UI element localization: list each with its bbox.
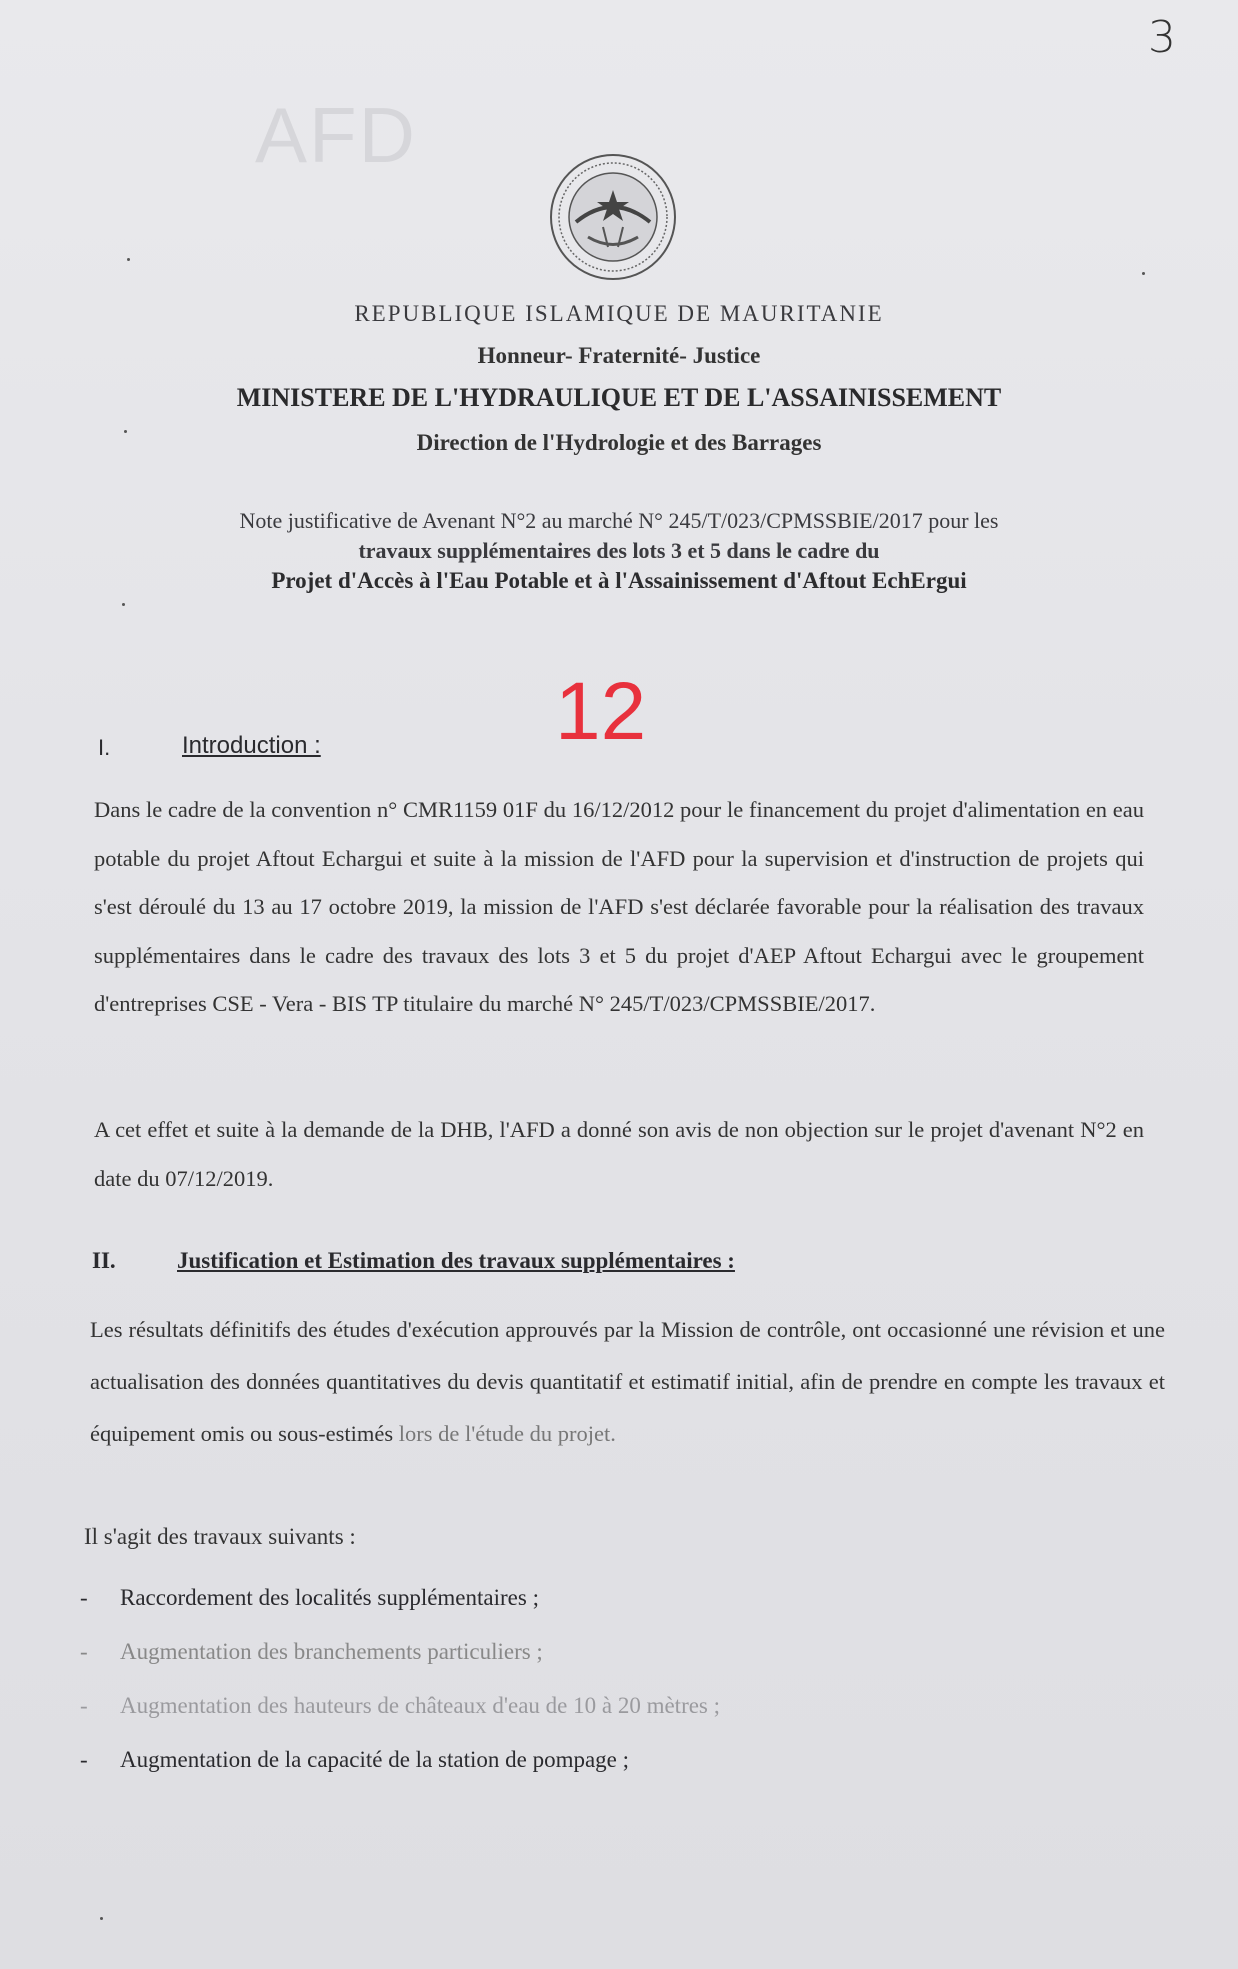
national-seal-icon	[548, 152, 678, 282]
note-title-line2: travaux supplémentaires des lots 3 et 5 dans le cadre du	[358, 538, 880, 563]
scan-speck	[100, 1917, 103, 1920]
scan-speck	[127, 258, 130, 261]
list-bullet: -	[80, 1639, 88, 1664]
list-item	[80, 1747, 980, 1801]
national-motto: Honneur- Fraternité- Justice	[477, 343, 761, 368]
scan-speck	[124, 430, 127, 433]
works-list	[80, 1585, 980, 1801]
section1-paragraph2: A cet effet et suite à la demande de la DHB, l'AFD a donné son avis de non objection sur le projet d'avenant N°2 en date du 07/12/2019.	[94, 1117, 1144, 1191]
note-title-line1: Note justificative de Avenant N°2 au marché N° 245/T/023/CPMSSBIE/2017 pour les	[239, 508, 999, 533]
direction-heading: Direction de l'Hydrologie et des Barrages	[416, 430, 822, 455]
scan-speck	[122, 603, 125, 606]
list-item	[80, 1693, 980, 1747]
scan-speck	[1142, 272, 1145, 275]
section2-title: Justification et Estimation des travaux supplémentaires :	[177, 1248, 735, 1273]
list-bullet: -	[80, 1585, 88, 1610]
section1-number: I.	[98, 735, 111, 760]
handwritten-page-number: 3	[1148, 12, 1176, 63]
note-title	[100, 506, 1138, 596]
section2-paragraph-tail: lors de l'étude du projet.	[398, 1421, 616, 1446]
list-item	[80, 1585, 980, 1639]
list-item-text: Augmentation de la capacité de la station de pompage ;	[120, 1747, 630, 1772]
section1-paragraph1: Dans le cadre de la convention n° CMR1159 01F du 16/12/2012 pour le financement du projet d'alimentation en eau potable du projet Aftout Echargui et suite à la mission de l'AFD pour la supervision et d'instruction de projets qui s'est déroulé du 13 au 17 octobre 2019, la mission de l'AFD s'est déclarée favorable pour la réalisation des travaux supplémentaires dans le cadre des travaux des lots 3 et 5 du projet d'AEP Aftout Echargui avec le groupement d'entreprises CSE - Vera - BIS TP titulaire du marché N° 245/T/023/CPMSSBIE/2017.	[94, 797, 1144, 1016]
list-bullet: -	[80, 1693, 88, 1718]
list-item	[80, 1639, 980, 1693]
list-item-text: Raccordement des localités supplémentaires ;	[120, 1585, 539, 1610]
red-stamp-number: 12	[555, 666, 647, 757]
works-intro: Il s'agit des travaux suivants :	[84, 1524, 356, 1549]
section2-number: II.	[92, 1248, 116, 1273]
republic-heading: REPUBLIQUE ISLAMIQUE DE MAURITANIE	[354, 301, 884, 326]
section2-paragraph	[90, 1304, 1165, 1460]
list-item-text: Augmentation des branchements particuliers ;	[120, 1639, 543, 1664]
list-bullet: -	[80, 1747, 88, 1772]
list-item-text: Augmentation des hauteurs de châteaux d'eau de 10 à 20 mètres ;	[120, 1693, 721, 1718]
section2-paragraph-main: Les résultats définitifs des études d'exécution approuvés par la Mission de contrôle, ont occasionné une révision et une actualisation des données quantitatives du devis quantitatif et estimatif initial, afin de prendre en compte les travaux et équipement omis ou sous-estimés	[90, 1317, 1165, 1446]
watermark: AFD	[255, 91, 417, 179]
section1-title: Introduction :	[182, 732, 321, 759]
note-title-line3: Projet d'Accès à l'Eau Potable et à l'Assainissement d'Aftout EchErgui	[271, 568, 967, 593]
ministry-heading: MINISTERE DE L'HYDRAULIQUE ET DE L'ASSAINISSEMENT	[236, 383, 1002, 412]
